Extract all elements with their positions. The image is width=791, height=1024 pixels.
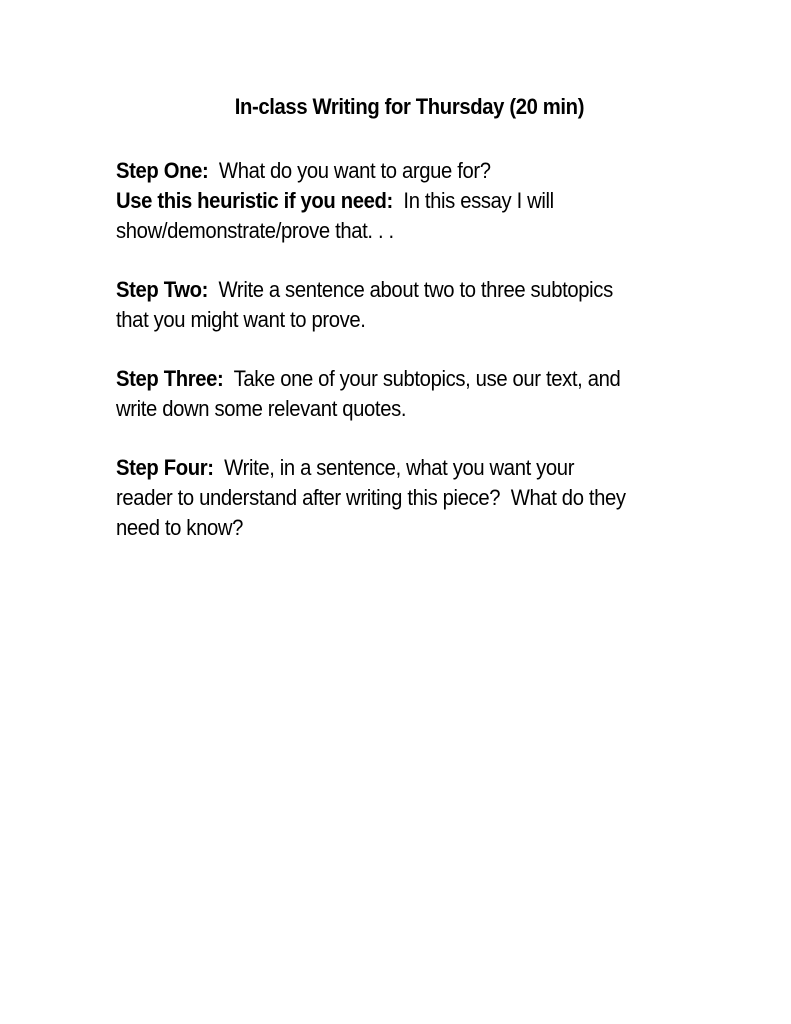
step-four-text-2: reader to understand after writing this piece? What do they <box>116 485 626 510</box>
step-three-text-2: write down some relevant quotes. <box>116 396 407 421</box>
heuristic-label: Use this heuristic if you need: <box>116 188 393 213</box>
step-one-text: What do you want to argue for? <box>208 158 491 183</box>
heuristic-line-1 <box>116 186 692 216</box>
heuristic-text-1: In this essay I will <box>392 188 554 213</box>
step-four-text-1: Write, in a sentence, what you want your <box>213 455 575 480</box>
step-one-line <box>116 156 692 186</box>
step-four-line-1 <box>116 453 692 483</box>
step-one-block <box>116 156 692 246</box>
step-two-label: Step Two: <box>116 277 209 302</box>
heuristic-text-2: show/demonstrate/prove that. . . <box>116 218 394 243</box>
step-one-label: Step One: <box>116 158 209 183</box>
step-four-block <box>116 453 692 543</box>
step-two-block <box>116 275 692 335</box>
document-title: In-class Writing for Thursday (20 min) <box>234 94 585 119</box>
step-three-block <box>116 364 692 424</box>
step-three-text-1: Take one of your subtopics, use our text, and <box>223 366 621 391</box>
step-two-text-1: Write a sentence about two to three subtopics <box>208 277 613 302</box>
step-three-line-1 <box>116 364 692 394</box>
document-content <box>116 92 629 572</box>
step-three-label: Step Three: <box>116 366 224 391</box>
step-two-text-2: that you might want to prove. <box>116 307 366 332</box>
step-four-label: Step Four: <box>116 455 214 480</box>
step-four-text-3: need to know? <box>116 515 244 540</box>
step-two-line-1 <box>116 275 692 305</box>
